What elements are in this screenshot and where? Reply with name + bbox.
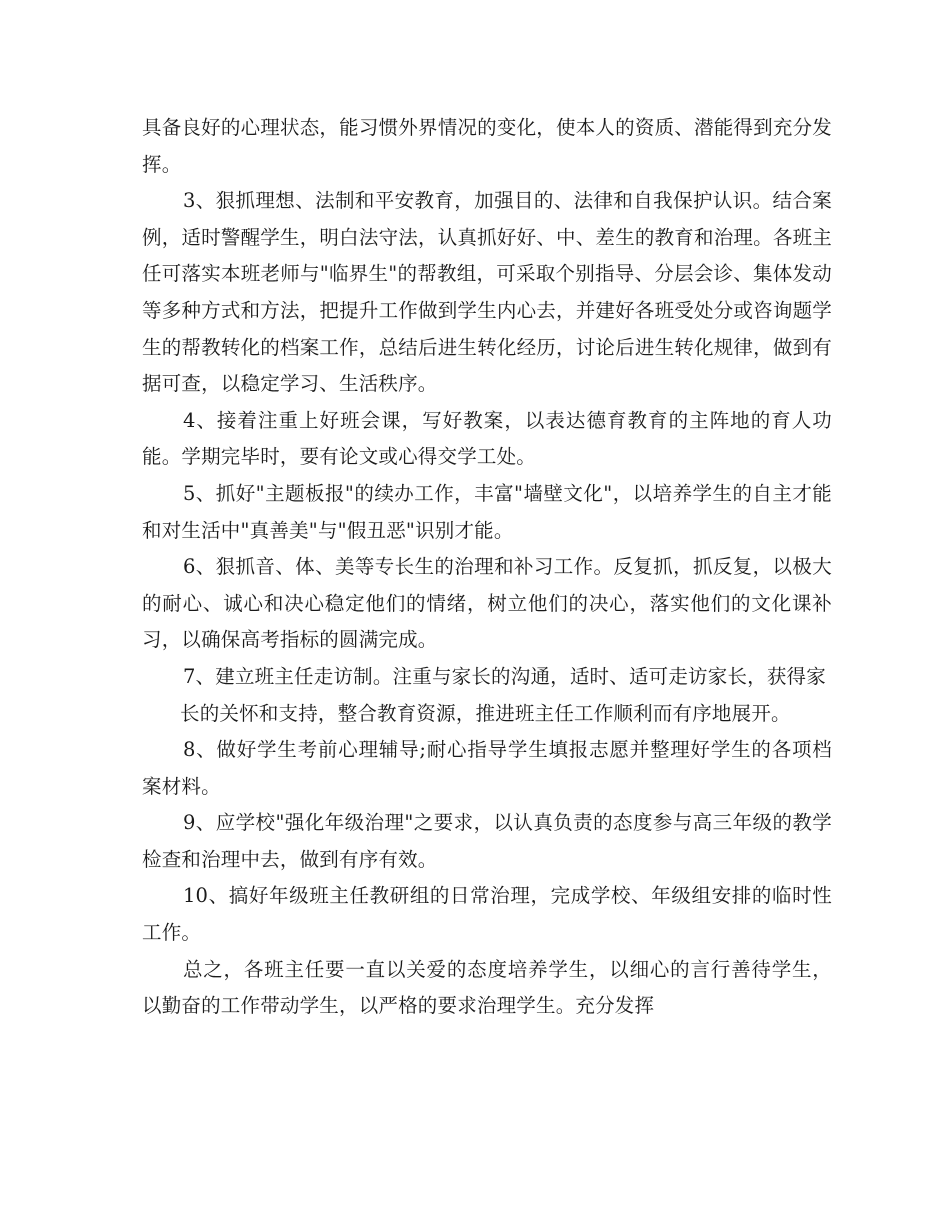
paragraph-summary: 总之，各班主任要一直以关爱的态度培养学生，以细心的言行善待学生，以勤奋的工作带动学生，以严格的要求治理学生。充分发挥	[142, 957, 832, 1018]
paragraph-item-8: 8、做好学生考前心理辅导;耐心指导学生填报志愿并整理好学生的各项档案材料。	[142, 738, 832, 798]
document-page	[142, 110, 832, 1025]
paragraph-item-9: 9、应学校"强化年级治理"之要求，以认真负责的态度参与高三年级的教学检查和治理中去，做到有序有效。	[142, 811, 832, 871]
paragraph-item-10: 10、搞好年级班主任教研组的日常治理，完成学校、年级组安排的临时性工作。	[142, 884, 832, 945]
paragraph-item-7: 7、建立班主任走访制。注重与家长的沟通，适时、适可走访家长，获得家	[182, 664, 826, 688]
paragraph-item-7-continued: 长的关怀和支持，整合教育资源，推进班主任工作顺利而有序地展开。	[180, 701, 791, 725]
paragraph-item-6: 6、狠抓音、体、美等专长生的治理和补习工作。反复抓，抓反复，以极大的耐心、诚心和决心稳定他们的情绪，树立他们的决心，落实他们的文化课补习，以确保高考指标的圆满完成。	[142, 555, 832, 652]
paragraph-item-4: 4、接着注重上好班会课，写好教案，以表达德育教育的主阵地的育人功能。学期完毕时，要有论文或心得交学工处。	[142, 408, 832, 469]
paragraph-continuation: 具备良好的心理状态，能习惯外界情况的变化，使本人的资质、潜能得到充分发挥。	[142, 116, 832, 176]
paragraph-item-5: 5、抓好"主题板报"的续办工作，丰富"墙壁文化"，以培养学生的自主才能和对生活中"真善美"与"假丑恶"识别才能。	[142, 481, 832, 542]
paragraph-item-3: 3、狠抓理想、法制和平安教育，加强目的、法律和自我保护认识。结合案例，适时警醒学生，明白法守法，认真抓好好、中、差生的教育和治理。各班主任可落实本班老师与"临界生"的帮教组，可采取个别指导、分层会诊、集体发动等多种方式和方法，把提升工作做到学生内心去，并建好各班受处分或咨询题学生的帮教转化的档案工作，总结后进生转化经历，讨论后进生转化规律，做到有据可查，以稳定学习、生活秩序。	[142, 189, 832, 396]
